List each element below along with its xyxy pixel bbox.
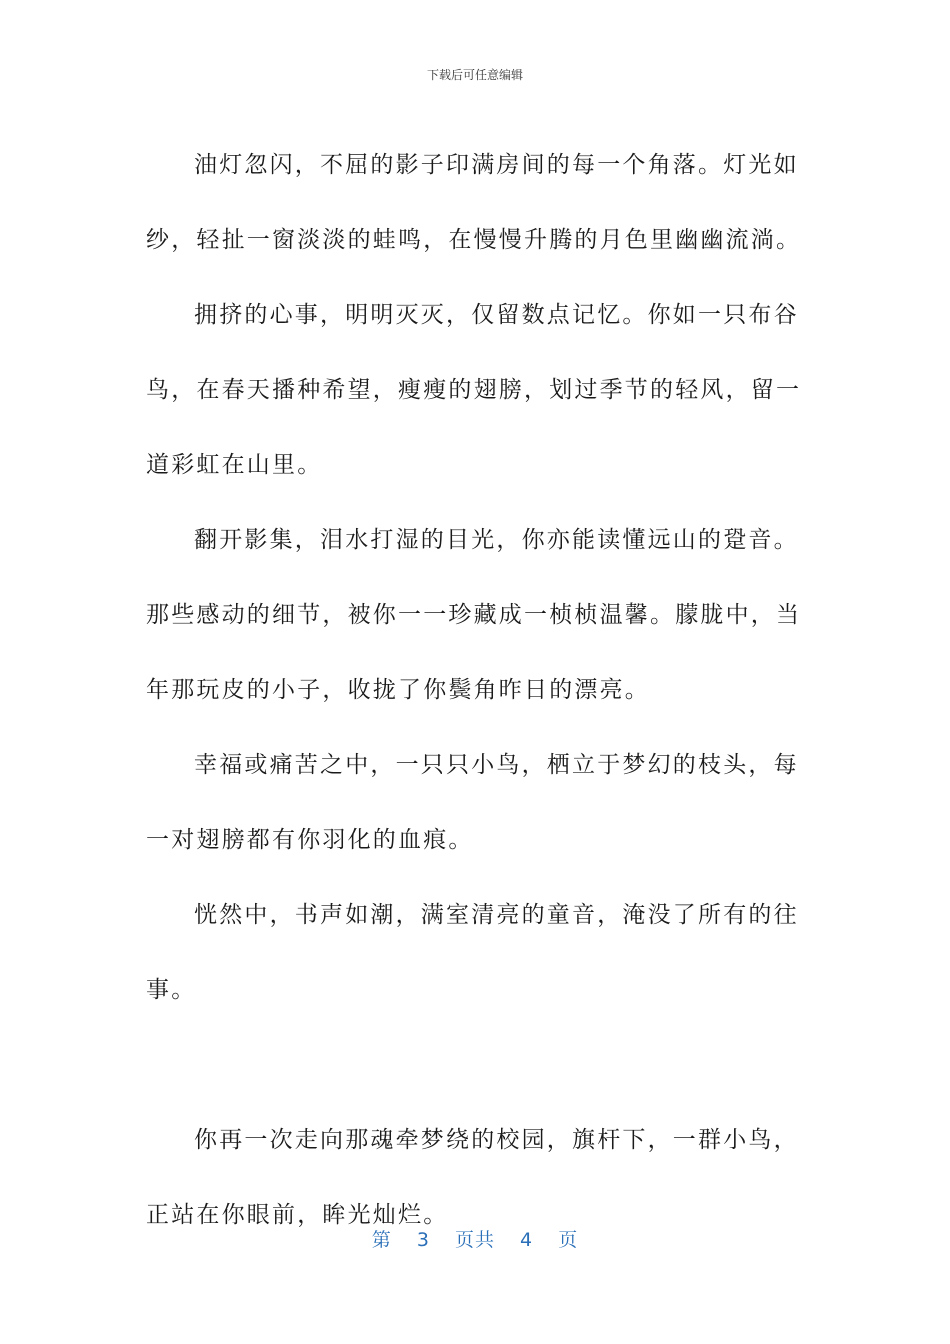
- paragraph-3: 翻开影集，泪水打湿的目光，你亦能读懂远山的跫音。那些感动的细节，被你一一珍藏成一桢桢温馨。朦胧中，当年那玩皮的小子，收拢了你鬓角昨日的漂亮。: [146, 527, 802, 703]
- paragraph-gap: [146, 1028, 812, 1103]
- footer-suffix: 页: [558, 1229, 579, 1251]
- paragraph-2: 拥挤的心事，明明灭灭，仅留数点记忆。你如一只布谷鸟，在春天播种希望，瘦瘦的翅膀，划过季节的轻风，留一道彩虹在山里。: [146, 302, 802, 478]
- footer-prefix: 第: [371, 1229, 392, 1251]
- paragraph-6: 你再一次走向那魂牵梦绕的校园，旗杆下，一群小鸟，正站在你眼前，眸光灿烂。: [146, 1127, 799, 1228]
- page-footer: [0, 1225, 950, 1252]
- paragraph-5: 恍然中，书声如潮，满室清亮的童音，淹没了所有的往事。: [146, 902, 799, 1003]
- footer-current-page: 3: [416, 1229, 430, 1251]
- paragraph-1: 油灯忽闪，不屈的影子印满房间的每一个角落。灯光如纱，轻扯一窗淡淡的蛙鸣，在慢慢升腾的月色里幽幽流淌。: [146, 152, 802, 253]
- footer-total-pages: 4: [520, 1229, 534, 1251]
- paragraph-4: 幸福或痛苦之中，一只只小鸟，栖立于梦幻的枝头，每一对翅膀都有你羽化的血痕。: [146, 752, 799, 853]
- body-text: [146, 128, 812, 1253]
- footer-middle: 页共: [454, 1229, 495, 1251]
- page-header: 下载后可任意编辑: [426, 68, 523, 82]
